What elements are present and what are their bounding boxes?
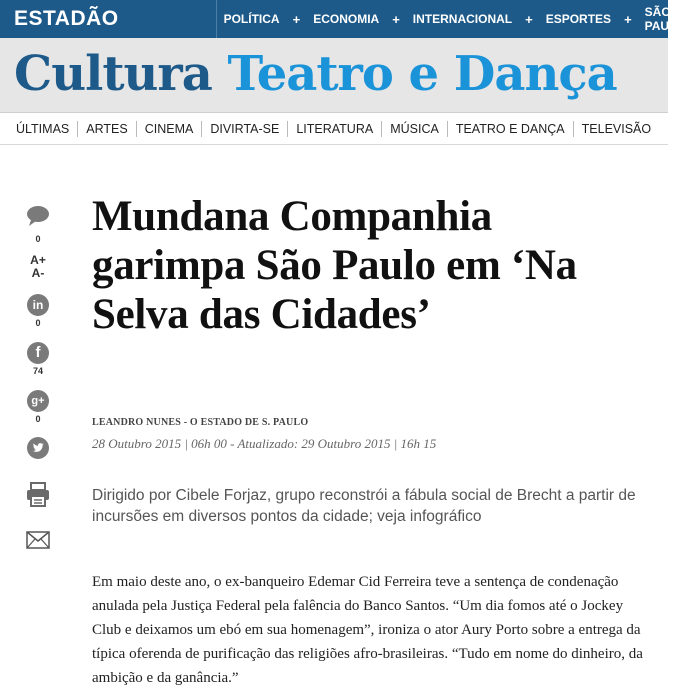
google-plus-icon: g+ <box>27 390 49 412</box>
linkedin-icon: in <box>27 294 49 316</box>
sub-nav-item-divirta-se[interactable]: DIVIRTA-SE <box>202 121 288 137</box>
linkedin-share-button[interactable] <box>22 294 54 328</box>
plus-icon: + <box>525 11 533 27</box>
print-button[interactable] <box>22 482 54 513</box>
section-title-sub: Teatro e Dança <box>227 46 617 102</box>
article-headline: Mundana Companhia garimpa São Paulo em ‘Na Selva das Cidades’ <box>92 193 577 338</box>
linkedin-count: 0 <box>35 318 41 328</box>
plus-icon: + <box>292 11 301 27</box>
twitter-share-button[interactable] <box>22 437 54 459</box>
twitter-icon <box>27 437 49 459</box>
sub-nav-item-literatura[interactable]: LITERATURA <box>288 121 382 137</box>
sub-nav-item-televisao[interactable]: TELEVISÃO <box>581 121 652 136</box>
top-bar <box>0 0 686 38</box>
comment-icon <box>26 205 50 227</box>
mail-icon <box>26 531 50 549</box>
article-lede: Dirigido por Cibele Forjaz, grupo reconstrói a fábula social de Brecht a partir de incursões em diversos pontos da cidade; veja infográfico <box>92 487 636 525</box>
sub-nav-item-artes[interactable]: ARTES <box>78 121 136 137</box>
top-nav <box>216 0 693 38</box>
facebook-share-button[interactable] <box>22 342 54 376</box>
googleplus-share-button[interactable] <box>22 390 54 424</box>
email-share-button[interactable] <box>22 531 54 554</box>
section-title-main: Cultura <box>14 46 212 102</box>
top-nav-item-economia[interactable]: ECONOMIA <box>313 12 380 26</box>
sub-nav-item-teatro-e-danca[interactable]: TEATRO E DANÇA <box>448 121 574 137</box>
font-decrease-button[interactable]: A- <box>31 266 45 280</box>
section-sub-nav <box>0 113 668 145</box>
plus-icon: + <box>624 11 632 27</box>
plus-icon: + <box>392 11 400 27</box>
site-logo[interactable]: ESTADÃO <box>14 7 119 30</box>
section-title[interactable] <box>14 46 617 102</box>
top-nav-item-internacional[interactable]: INTERNACIONAL <box>412 12 513 26</box>
comments-count: 0 <box>35 234 41 244</box>
top-nav-item-esportes[interactable]: ESPORTES <box>545 12 612 26</box>
article-byline[interactable]: LEANDRO NUNES - O ESTADO DE S. PAULO <box>92 417 309 428</box>
sub-nav-item-ultimas[interactable]: ÚLTIMAS <box>8 121 78 137</box>
facebook-count: 74 <box>32 366 43 376</box>
article-body: Em maio deste ano, o ex-banqueiro Edemar Cid Ferreira teve a sentença de condenação anulada pela Justiça Federal pela falência do Banco Santos. “Um dia fomos até o Jockey Club e deixamos um ebó em sua homenagem”, ironiza o ator Aury Porto sobre a entrega da típica oferenda de purificação das religiões afro-brasileiras. “Tudo em nome do dinheiro, da ambição e da ganância.” <box>92 574 643 686</box>
print-icon <box>26 482 50 508</box>
section-header <box>0 38 668 113</box>
top-nav-item-sao-paulo[interactable]: SÃO PAULO <box>644 5 686 33</box>
font-size-controls <box>22 254 54 280</box>
sub-nav-item-musica[interactable]: MÚSICA <box>382 121 448 137</box>
font-increase-button[interactable]: A+ <box>30 253 46 267</box>
googleplus-count: 0 <box>35 414 41 424</box>
facebook-icon: f <box>27 342 49 364</box>
top-nav-item-politica[interactable]: POLÍTICA <box>223 12 280 26</box>
comments-button[interactable] <box>22 205 54 244</box>
sub-nav-item-cinema[interactable]: CINEMA <box>137 121 203 137</box>
article-dateline: 28 Outubro 2015 | 06h 00 - Atualizado: 29 Outubro 2015 | 16h 15 <box>92 436 437 451</box>
